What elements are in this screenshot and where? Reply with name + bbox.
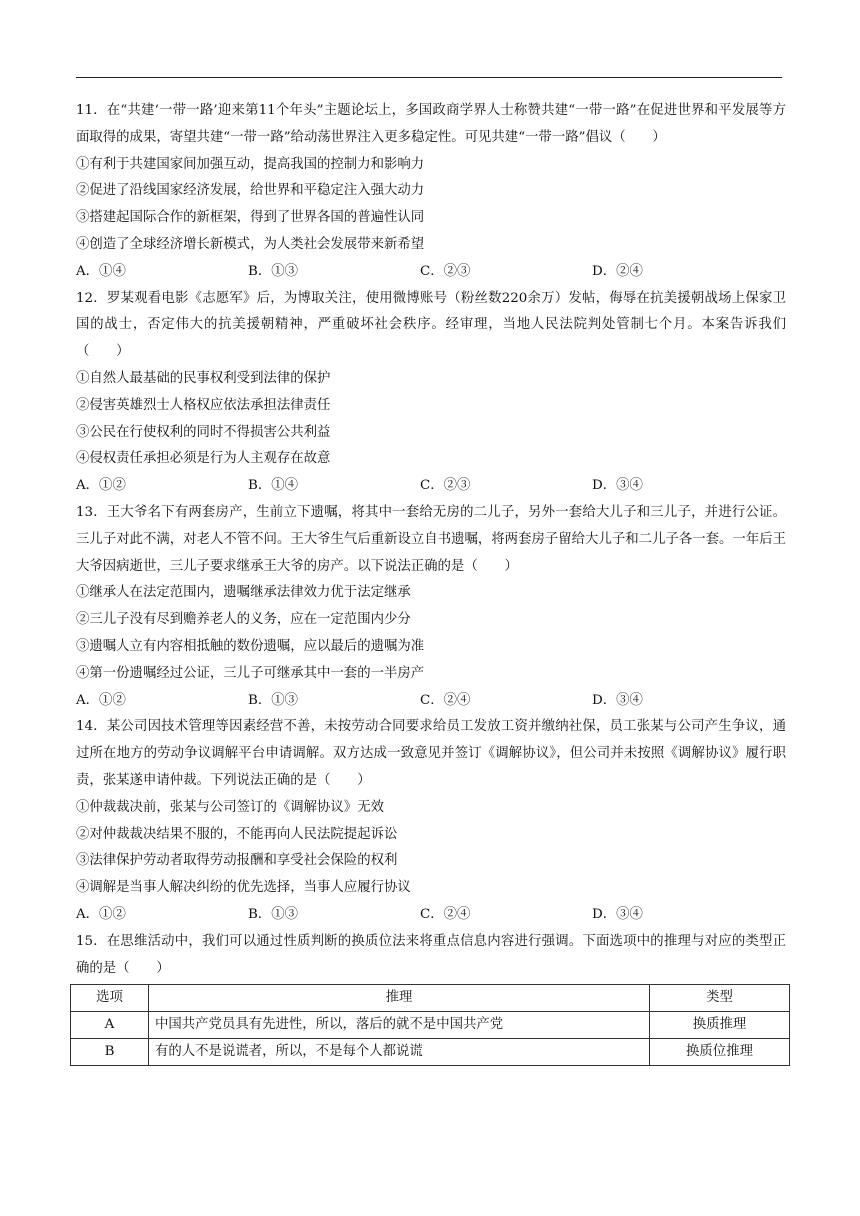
table-row xyxy=(71,1012,790,1039)
answer-b: B．①③ xyxy=(248,263,299,279)
option-4: ④第一份遗嘱经过公证，三儿子可继承其中一套的一半房产 xyxy=(76,665,425,681)
answer-choices xyxy=(76,259,786,286)
question-12 xyxy=(76,286,786,500)
answer-d: D．②④ xyxy=(592,263,643,279)
option-2: ②促进了沿线国家经济发展，给世界和平稳定注入强大动力 xyxy=(76,183,425,199)
reasoning-table xyxy=(70,984,790,1066)
option-1: ①继承人在法定范围内，遗嘱继承法律效力优于法定继承 xyxy=(76,585,411,601)
option-3: ③法律保护劳动者取得劳动报酬和享受社会保险的权利 xyxy=(76,853,398,869)
option-4: ④调解是当事人解决纠纷的优先选择，当事人应履行协议 xyxy=(76,880,411,896)
answer-d: D．③④ xyxy=(592,906,643,922)
table-header-row xyxy=(71,985,790,1012)
answer-c: C．②④ xyxy=(420,692,471,708)
answer-c: C．②④ xyxy=(420,906,471,922)
header-rule xyxy=(76,77,782,78)
question-stem: 14．某公司因技术管理等因素经营不善，未按劳动合同要求给员工发放工资并缴纳社保，员工张某与公司产生争议，通过所在地方的劳动争议调解平台申请调解。双方达成一致意见并签订《调解协议》，但公司并未按照《调解协议》履行职责，张某遂申请仲裁。下列说法正确的是（ ） xyxy=(76,719,786,788)
question-11 xyxy=(76,98,786,286)
option-4: ④创造了全球经济增长新模式，为人类社会发展带来新希望 xyxy=(76,236,425,252)
cell-type: 换质推理 xyxy=(650,1012,790,1039)
question-stem: 15．在思维活动中，我们可以通过性质判断的换质位法来将重点信息内容进行强调。下面选项中的推理与对应的类型正确的是（ ） xyxy=(76,933,786,976)
answer-b: B．①④ xyxy=(248,478,299,494)
question-15 xyxy=(76,929,786,1067)
option-3: ③搭建起国际合作的新框架，得到了世界各国的普遍性认同 xyxy=(76,210,425,226)
exam-content xyxy=(76,98,786,1066)
question-14 xyxy=(76,714,786,928)
question-stem: 12．罗某观看电影《志愿军》后，为博取关注，使用微博账号（粉丝数220余万）发帖，侮辱在抗美援朝战场上保家卫国的战士，否定伟大的抗美援朝精神，严重破坏社会秩序。经审理，当地人民法院判处管制七个月。本案告诉我们（ ） xyxy=(76,290,786,360)
answer-choices xyxy=(76,473,786,500)
answer-a: A．①④ xyxy=(76,263,126,279)
table-row xyxy=(71,1039,790,1066)
answer-d: D．③④ xyxy=(592,692,643,708)
answer-d: D．③④ xyxy=(592,478,643,494)
option-3: ③遗嘱人立有内容相抵触的数份遗嘱，应以最后的遗嘱为准 xyxy=(76,638,425,654)
question-13 xyxy=(76,500,786,714)
option-1: ①仲裁裁决前，张某与公司签订的《调解协议》无效 xyxy=(76,799,384,815)
cell-option: B xyxy=(71,1039,149,1066)
cell-reasoning: 中国共产党员具有先进性，所以，落后的就不是中国共产党 xyxy=(149,1012,650,1039)
option-2: ②对仲裁裁决结果不服的，不能再向人民法院提起诉讼 xyxy=(76,826,398,842)
answer-a: A．①② xyxy=(76,478,126,494)
header-reasoning: 推理 xyxy=(149,985,650,1012)
answer-a: A．①② xyxy=(76,906,126,922)
question-stem: 11．在“共建‘一带一路’迎来第11个年头”主题论坛上，多国政商学界人士称赞共建“一带一路”在促进世界和平发展等方面取得的成果，寄望共建“一带一路”给动荡世界注入更多稳定性。可见共建“一带一路”倡议（ ） xyxy=(76,103,786,145)
cell-option: A xyxy=(71,1012,149,1039)
option-4: ④侵权责任承担必须是行为人主观存在故意 xyxy=(76,451,331,467)
option-1: ①自然人最基础的民事权利受到法律的保护 xyxy=(76,370,331,386)
question-stem: 13．王大爷名下有两套房产，生前立下遗嘱，将其中一套给无房的二儿子，另外一套给大儿子和三儿子，并进行公证。三儿子对此不满，对老人不管不问。王大爷生气后重新设立自书遗嘱，将两套房子留给大儿子和二儿子各一套。一年后王大爷因病逝世，三儿子要求继承王大爷的房产。以下说法正确的是（ ） xyxy=(76,504,786,574)
answer-c: C．②③ xyxy=(420,263,471,279)
option-2: ②三儿子没有尽到赡养老人的义务，应在一定范围内少分 xyxy=(76,612,411,628)
answer-c: C．②③ xyxy=(420,478,471,494)
answer-choices xyxy=(76,688,786,715)
answer-choices xyxy=(76,902,786,929)
option-3: ③公民在行使权利的同时不得损害公共利益 xyxy=(76,424,331,440)
cell-type: 换质位推理 xyxy=(650,1039,790,1066)
header-type: 类型 xyxy=(650,985,790,1012)
cell-reasoning: 有的人不是说谎者，所以，不是每个人都说谎 xyxy=(149,1039,650,1066)
header-option: 选项 xyxy=(71,985,149,1012)
option-2: ②侵害英雄烈士人格权应依法承担法律责任 xyxy=(76,397,331,413)
answer-a: A．①② xyxy=(76,692,126,708)
answer-b: B．①③ xyxy=(248,906,299,922)
option-1: ①有利于共建国家间加强互动，提高我国的控制力和影响力 xyxy=(76,156,425,172)
answer-b: B．①③ xyxy=(248,692,299,708)
